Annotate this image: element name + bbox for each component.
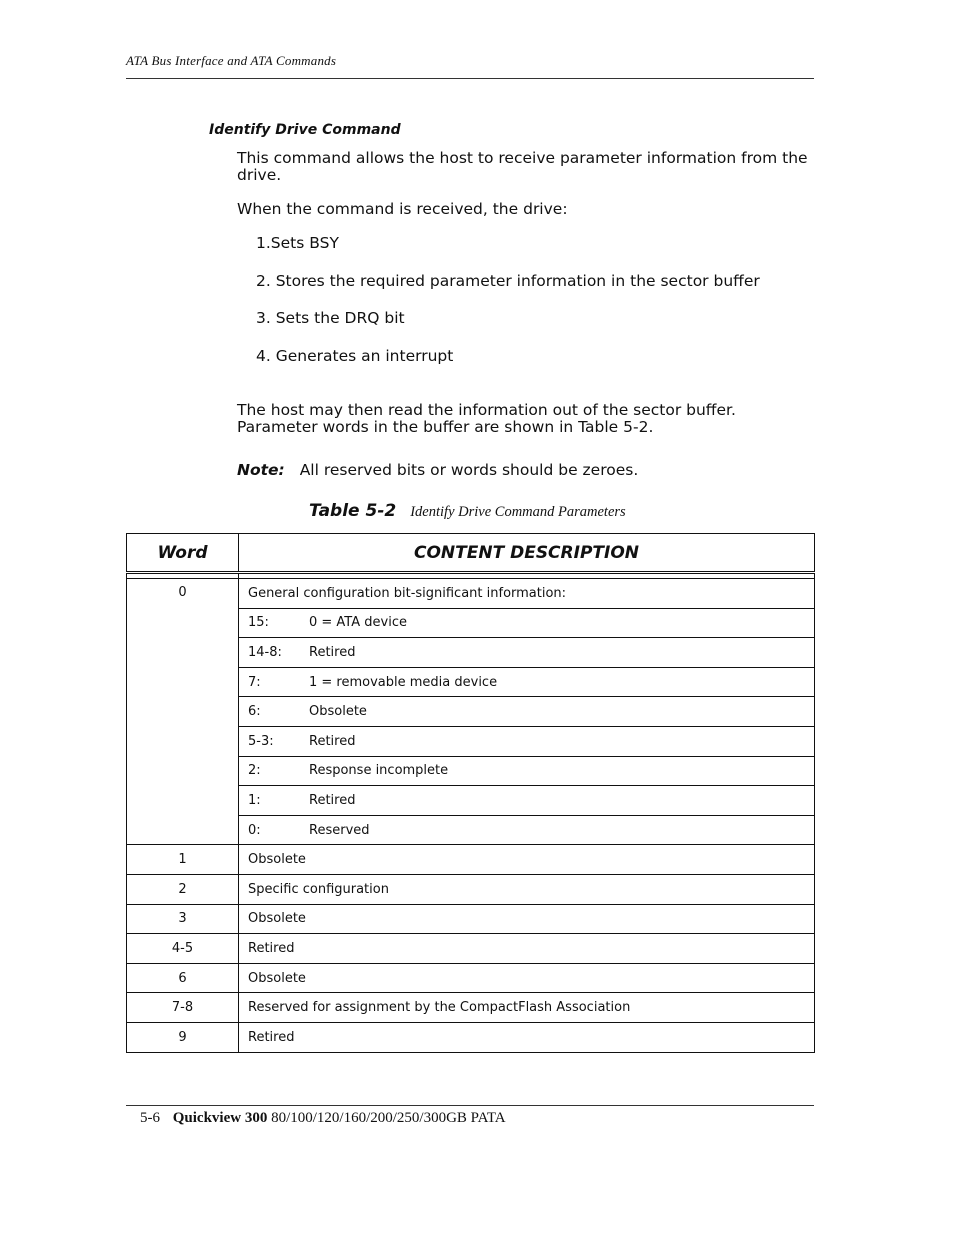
description-cell: Specific configuration xyxy=(239,874,815,904)
product-name: Quickview 300 xyxy=(172,1110,268,1126)
table-row xyxy=(127,963,815,993)
word-cell: 0 xyxy=(127,579,239,845)
note-text: All reserved bits or words should be zeroes. xyxy=(299,461,639,479)
running-header-text: ATA Bus Interface and ATA Commands xyxy=(126,53,337,68)
bit-cell xyxy=(239,697,815,727)
column-header-word: Word xyxy=(127,534,239,573)
word-cell: 9 xyxy=(127,1022,239,1052)
product-capacities: 80/100/120/160/200/250/300GB PATA xyxy=(271,1110,506,1126)
step-item: 2. Stores the required parameter information in the sector buffer xyxy=(256,272,760,290)
table-row xyxy=(127,1022,815,1052)
word-cell: 2 xyxy=(127,874,239,904)
word-cell: 7-8 xyxy=(127,993,239,1023)
description-cell: Obsolete xyxy=(239,845,815,875)
table-row xyxy=(127,993,815,1023)
bit-number: 2: xyxy=(248,763,261,779)
received-paragraph: When the command is received, the drive: xyxy=(237,200,568,218)
intro-paragraph: This command allows the host to receive parameter information from the drive. xyxy=(237,149,808,184)
word-cell: 3 xyxy=(127,904,239,934)
bit-number: 0: xyxy=(248,822,261,838)
running-footer xyxy=(126,1105,814,1127)
step-item: 1.Sets BSY xyxy=(256,234,339,252)
table-caption xyxy=(309,501,626,521)
bit-number: 5-3: xyxy=(248,733,274,749)
column-header-content: CONTENT DESCRIPTION xyxy=(239,534,815,573)
description-cell: Obsolete xyxy=(239,904,815,934)
description-cell: Reserved for assignment by the CompactFlash Association xyxy=(239,993,815,1023)
table-title: Identify Drive Command Parameters xyxy=(410,504,626,520)
bit-number: 15: xyxy=(248,615,269,631)
description-cell: General configuration bit-significant information: xyxy=(239,579,815,609)
parameters-table xyxy=(126,533,815,1053)
word-cell: 1 xyxy=(127,845,239,875)
bit-meaning: 1 = removable media device xyxy=(309,674,498,690)
word-cell: 6 xyxy=(127,963,239,993)
bit-cell xyxy=(239,638,815,668)
note xyxy=(237,461,638,479)
description-cell: Obsolete xyxy=(239,963,815,993)
step-item: 4. Generates an interrupt xyxy=(256,347,454,365)
step-item: 3. Sets the DRQ bit xyxy=(256,309,405,327)
bit-number: 1: xyxy=(248,792,261,808)
word-cell: 4-5 xyxy=(127,934,239,964)
bit-cell xyxy=(239,786,815,816)
table-row xyxy=(127,845,815,875)
bit-cell xyxy=(239,726,815,756)
bit-number: 7: xyxy=(248,674,261,690)
note-label: Note: xyxy=(237,461,285,479)
bit-meaning: Retired xyxy=(309,644,356,660)
bit-number: 6: xyxy=(248,704,261,720)
bit-meaning: Retired xyxy=(309,792,356,808)
bit-meaning: Obsolete xyxy=(309,704,367,720)
table-number: Table 5-2 xyxy=(309,501,397,521)
bit-cell xyxy=(239,815,815,845)
table-row xyxy=(127,904,815,934)
table-row xyxy=(127,934,815,964)
description-cell: Retired xyxy=(239,1022,815,1052)
bit-cell xyxy=(239,608,815,638)
description-cell: Retired xyxy=(239,934,815,964)
page-number: 5-6 xyxy=(140,1110,160,1126)
bit-cell xyxy=(239,756,815,786)
table-row xyxy=(127,579,815,609)
section-title: Identify Drive Command xyxy=(209,122,401,138)
table-header-row xyxy=(127,534,815,573)
bit-number: 14-8: xyxy=(248,644,282,660)
running-header xyxy=(126,52,814,79)
bit-meaning: Reserved xyxy=(309,822,370,838)
bit-cell xyxy=(239,667,815,697)
table-row xyxy=(127,874,815,904)
bit-meaning: Retired xyxy=(309,733,356,749)
host-read-paragraph: The host may then read the information out of the sector buffer. Parameter words in the buffer are shown in Table 5-2. xyxy=(237,401,736,436)
bit-meaning: 0 = ATA device xyxy=(309,615,407,631)
bit-meaning: Response incomplete xyxy=(309,763,449,779)
